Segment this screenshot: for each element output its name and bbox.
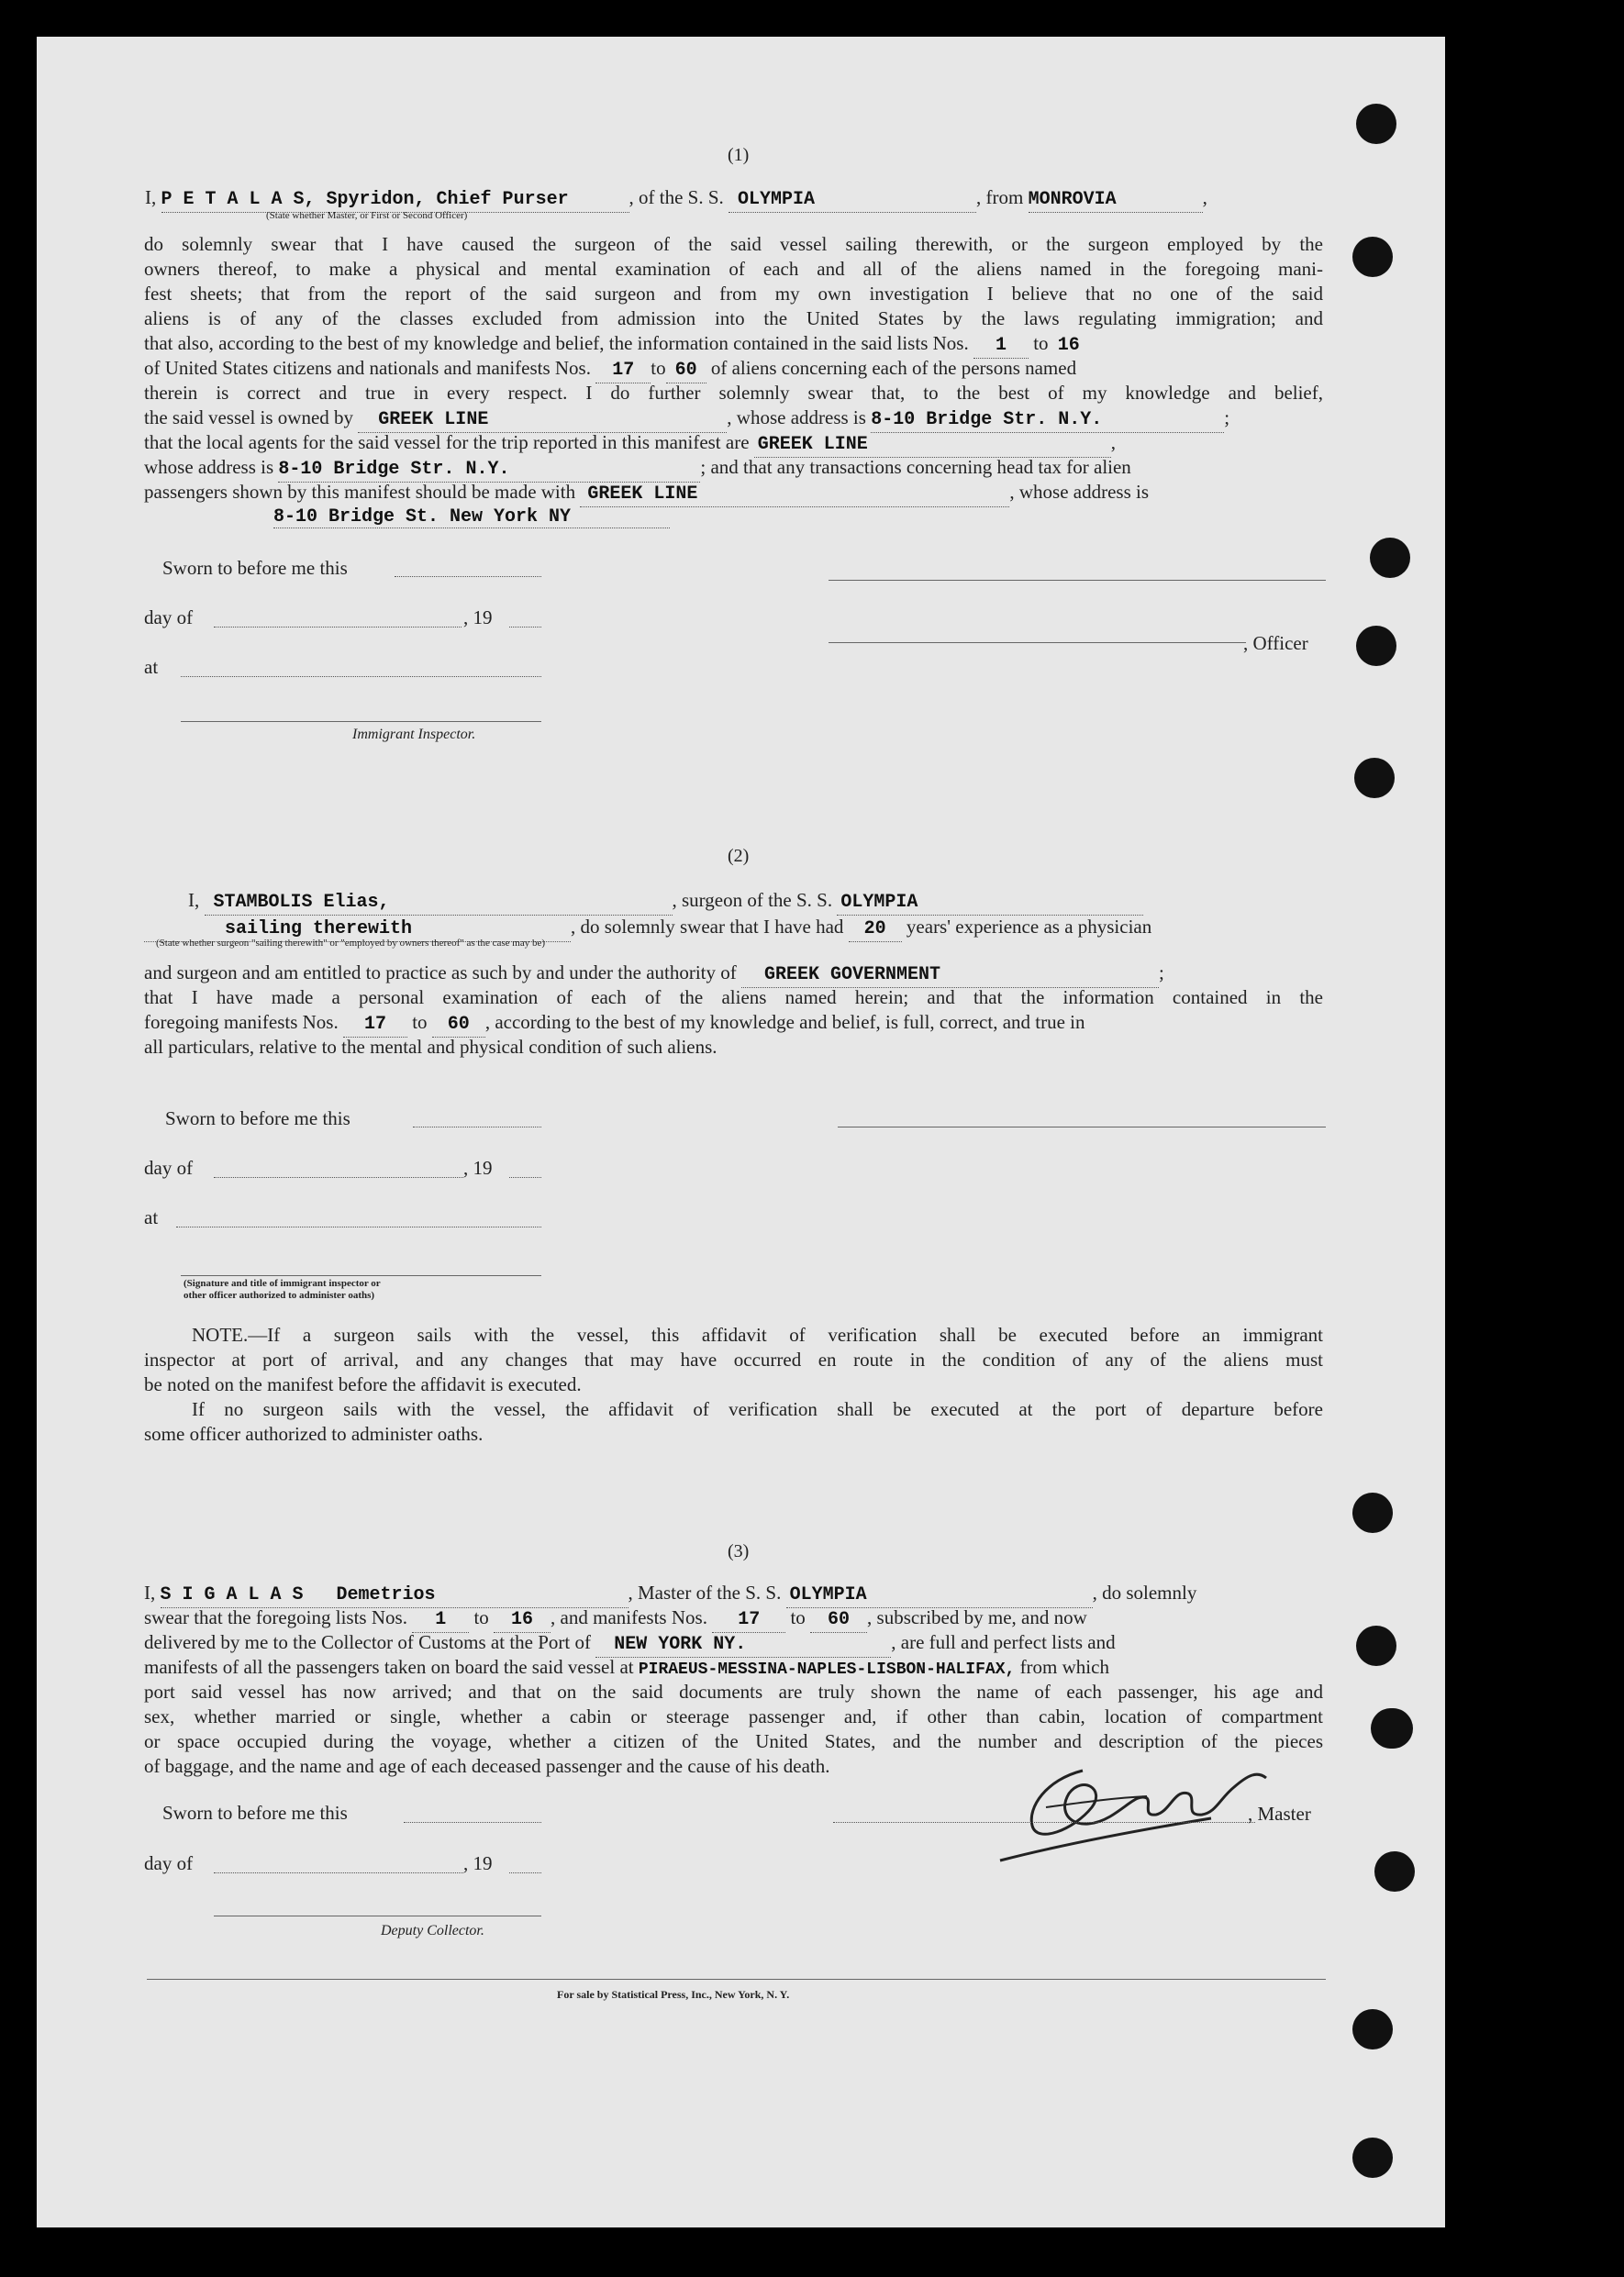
exam-text: that I have made a personal examination of each of the aliens named herein; and that the information contained in the [144,986,1323,1008]
punch-hole [1356,1626,1396,1666]
authority-line: and surgeon and am entitled to practice as such by and under the authority of GREEK GOVERNMENT ; [144,961,1164,988]
to-label: to [790,1606,806,1628]
year-label: , 19 [463,606,493,628]
swear-lists-text: swear that the foregoing lists Nos. [144,1606,407,1628]
punch-hole [1371,1708,1411,1749]
manifests-from: 17 [595,358,651,383]
surgeon-name: STAMBOLIS Elias, [205,890,673,916]
lists-text: that also, according to the best of my knowledge and belief, the information contained in the said lists Nos. [144,332,969,354]
section-2-heading: (2) [728,846,750,866]
surgeon-note [144,1323,1323,1447]
master-of-label: , Master of the S. S. [628,1582,782,1604]
whose-address-label: , whose address is [727,406,866,428]
note-line: NOTE.—If a surgeon sails with the vessel, this affidavit of verification shall be executed before an immigrant [192,1324,1323,1346]
ports: PIRAEUS-MESSINA-NAPLES-LISBON-HALIFAX, [638,1661,1016,1679]
master-signature [991,1743,1285,1872]
agents-address: 8-10 Bridge Str. N.Y. [278,457,700,483]
section-1-oath-line: I, P E T A L A S, Spyridon, Chief Purser , of the S. S. OLYMPIA , from MONROVIA , [145,185,1207,213]
passengers-text: passengers shown by this manifest should be made with [144,481,576,503]
transactions-text: ; and that any transactions concerning head tax for alien [700,456,1131,478]
owner-line: the said vessel is owned by GREEK LINE , whose address is 8-10 Bridge Str. N.Y. ; [144,405,1229,433]
text-line: aliens is of any of the classes excluded from admission into the United States by the laws regulating immigration; and [144,307,1323,329]
day-of-label: day of [144,1157,194,1179]
delivered-text: delivered by me to the Collector of Customs at the Port of [144,1631,591,1653]
master-name: S I G A L A S Demetrios [161,1583,628,1608]
ship-name: OLYMPIA [729,187,976,213]
years-experience: 20 [849,916,902,942]
section-3-heading: (3) [728,1541,750,1561]
year-label: , 19 [463,1852,493,1874]
manifests-from: 17 [343,1012,407,1038]
at-label: at [144,1206,159,1228]
owner-address: 8-10 Bridge Str. N.Y. [871,407,1224,433]
delivered-line [144,1630,1116,1658]
experience-text: years' experience as a physician [906,916,1152,938]
authority-text: and surgeon and am entitled to practice as such by and under the authority of [144,961,737,983]
headtax-agent: GREEK LINE [580,482,1009,507]
note-line: some officer authorized to administer oaths. [144,1423,484,1445]
agents-address-line [144,455,1131,483]
port: NEW YORK NY. [595,1632,891,1658]
surgeon-of-label: , surgeon of the S. S. [672,889,833,911]
swear-text: , do solemnly swear that I have had [571,916,844,938]
ports-line [144,1655,1109,1683]
foregoing-line [144,1010,1085,1038]
lists-to: 16 [1057,335,1080,356]
day-of-label: day of [144,1852,194,1874]
and-manifests-text: , and manifests Nos. [551,1606,707,1628]
text-line: of baggage, and the name and age of each deceased passenger and the cause of his death. [144,1755,830,1777]
manifests-of-text: manifests of all the passengers taken on board the said vessel at [144,1656,634,1678]
headtax-address: 8-10 Bridge St. New York NY [273,506,670,528]
therein-line [144,381,1323,405]
punch-hole [1356,626,1396,666]
state-note: (State whether Master, or First or Second Officer) [266,210,468,221]
state-note: (State whether surgeon "sailing therewith" or "employed by owners thereof" as the case may be) [156,938,546,949]
i-label: I, [145,186,157,208]
text-line: port said vessel has now arrived; and that on the said documents are truly shown the name of each passenger, his age and [144,1681,1323,1703]
lists-from: 1 [412,1607,469,1633]
i-label: I, [188,889,200,911]
manifests-line [144,356,1076,383]
text-line: do solemnly swear that I have caused the surgeon of the said vessel sailing therewith, or the surgeon employed by the [144,233,1323,255]
note-line: If no surgeon sails with the vessel, the affidavit of verification shall be executed at the port of departure before [192,1398,1323,1420]
at-label: at [144,656,159,678]
sworn-label: Sworn to before me this [162,557,348,579]
lists-line [144,331,1085,359]
signature-note-line: (Signature and title of immigrant inspector or [184,1278,381,1289]
do-solemnly-text: , do solemnly [1092,1582,1197,1604]
according-text: , according to the best of my knowledge and belief, is full, correct, and true in [484,1011,1085,1033]
owned-by-text: the said vessel is owned by [144,406,354,428]
footer-imprint: For sale by Statistical Press, Inc., New York, N. Y. [557,1988,790,2001]
manifests-to: 60 [810,1607,867,1633]
section-1-heading: (1) [728,145,750,165]
master-label: , Master [1248,1803,1311,1825]
from-port: MONROVIA [1029,187,1203,213]
text-line: fest sheets; that from the report of the said surgeon and from my own investigation I believe that no one of the said [144,283,1323,305]
are-full-text: , are full and perfect lists and [891,1631,1116,1653]
foregoing-text: foregoing manifests Nos. [144,1011,339,1033]
agents-text: that the local agents for the said vessel for the trip reported in this manifest are [144,431,750,453]
manifests-from: 17 [712,1607,785,1633]
exam-line [144,985,1323,1010]
punch-hole [1374,1851,1415,1892]
lists-to: 16 [494,1607,551,1633]
lists-from: 1 [973,333,1029,359]
punch-hole [1352,2138,1393,2178]
from-which-text: from which [1019,1656,1109,1678]
whose-address-label: , whose address is [1009,481,1150,503]
signature-note-line: other officer authorized to administer oaths) [184,1290,375,1301]
day-of-label: day of [144,606,194,628]
lists-line [144,1605,1087,1633]
agents: GREEK LINE [754,432,1111,458]
punch-hole [1354,758,1395,798]
whose-address-label: whose address is [144,456,274,478]
i-label: I, [144,1582,156,1604]
inspector-label: Immigrant Inspector. [352,727,476,742]
deputy-collector-label: Deputy Collector. [381,1923,484,1938]
owner: GREEK LINE [358,407,727,433]
note-line: inspector at port of arrival, and any changes that may have occurred en route in the condition of any of the aliens must [144,1349,1323,1371]
to-label: to [473,1606,489,1628]
officer-label: , Officer [1243,632,1308,654]
signature-note [184,1278,381,1302]
note-line: be noted on the manifest before the affidavit is executed. [144,1373,582,1395]
sworn-label: Sworn to before me this [165,1107,350,1129]
sworn-label: Sworn to before me this [162,1802,348,1824]
citizens-text: of United States citizens and nationals and manifests Nos. [144,357,591,379]
text-line: or space occupied during the voyage, whether a citizen of the United States, and the number and description of the pieces [144,1730,1323,1752]
to-label: to [651,357,666,379]
subscribed-text: , subscribed by me, and now [867,1606,1087,1628]
agents-line: that the local agents for the said vessel for the trip reported in this manifest are GREEK LINE , [144,430,1116,458]
to-label: to [1033,332,1049,354]
master-line [144,1581,1196,1608]
year-label: , 19 [463,1157,493,1179]
sailing-status: sailing therewith [144,916,571,942]
ship-name: OLYMPIA [837,890,1143,916]
punch-hole [1352,2009,1393,2049]
authority: GREEK GOVERNMENT [741,962,1159,988]
section-1-text [144,232,1323,331]
surgeon-line [188,888,1143,916]
ship-name: OLYMPIA [786,1583,1093,1608]
punch-hole [1356,104,1396,144]
text-line: owners thereof, to make a physical and mental examination of each and all of the aliens named in the foregoing mani- [144,258,1323,280]
text-line: sex, whether married or single, whether a cabin or steerage passenger and, if other than cabin, location of compartment [144,1705,1323,1727]
punch-hole [1370,538,1410,578]
purser-name: P E T A L A S, Spyridon, Chief Purser [161,187,629,213]
headtax-line [144,480,1149,507]
manifests-to: 60 [666,358,706,383]
from-label: , from [976,186,1024,208]
aliens-text: of aliens concerning each of the persons named [710,357,1077,379]
punch-hole [1352,237,1393,277]
punch-hole [1352,1493,1393,1533]
to-label: to [412,1011,428,1033]
therein-text: therein is correct and true in every respect. I do further solemnly swear that, to the best of my knowledge and belief, [144,382,1323,404]
manifests-to: 60 [432,1012,485,1038]
of-ss-label: , of the S. S. [628,186,724,208]
particulars-line: all particulars, relative to the mental and physical condition of such aliens. [144,1036,717,1058]
